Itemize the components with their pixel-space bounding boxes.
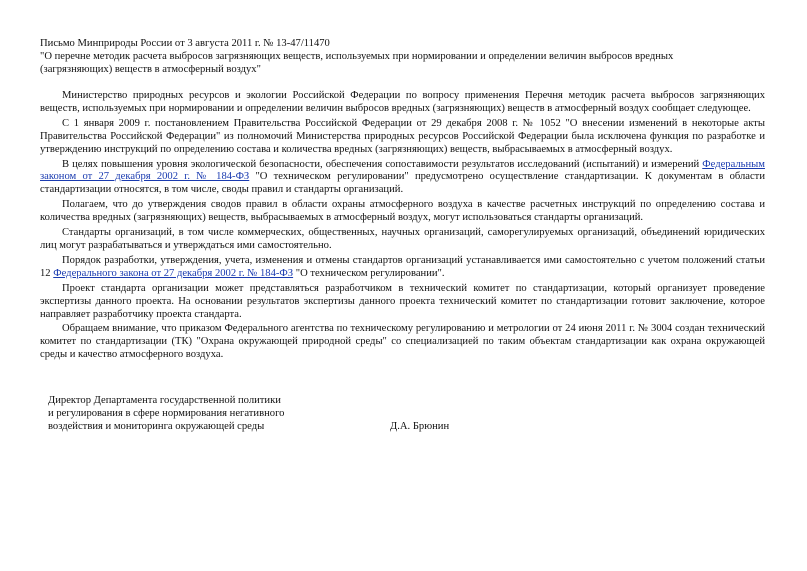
- signature-title-line: и регулирования в сфере нормирования негативного: [48, 407, 285, 419]
- federal-law-link[interactable]: Федеральным законом от 27 декабря 2002 г. № 184-ФЗ: [40, 158, 765, 183]
- paragraph: [40, 159, 765, 198]
- document-title: Письмо Минприроды России от 3 августа 2011 г. № 13-47/11470: [40, 38, 330, 49]
- paragraph-text: "О техническом регулировании".: [293, 267, 445, 279]
- paragraph: Проект стандарта организации может представляться разработчиком в технический комитет по стандартизации, который организует проведение экспертизы данного проекта. На основании результатов экспертизы данного проекта технический комитет по стандартизации готовит заключение, которое направляет разработчику проекта стандарта.: [40, 282, 765, 320]
- signature-name: Д.А. Брюнин: [390, 421, 450, 432]
- paragraph-text: "О техническом регулировании" предусмотрено осуществление стандартизации. К документам в области стандартизации относятся, в том числе, своды правил и стандарты организаций.: [40, 171, 765, 196]
- paragraph-text: Порядок разработки, утверждения, учета, изменения и отмены стандартов организаций устанавливается ими самостоятельно с учетом положений статьи 12: [40, 254, 765, 279]
- document-subtitle-line-2: (загрязняющих) веществ в атмосферный воздух": [40, 63, 261, 75]
- paragraph-text: В целях повышения уровня экологической безопасности, обеспечения сопоставимости результатов исследований (испытаний) и измерений: [62, 158, 703, 170]
- paragraph: Министерство природных ресурсов и экологии Российской Федерации по вопросу применения Перечня методик расчета выбросов загрязняющих веществ, используемых при нормировании и определении величин выбросов вредных (загрязняющих) веществ в атмосферный воздух сообщает следующее.: [40, 90, 765, 114]
- federal-law-link[interactable]: Федерального закона от 27 декабря 2002 г. № 184-ФЗ: [53, 267, 294, 279]
- paragraph: [40, 255, 765, 281]
- document-header: [40, 38, 770, 77]
- paragraph: С 1 января 2009 г. постановлением Правительства Российской Федерации от 29 декабря 2008 г. № 1052 "О внесении изменений в некоторые акты Правительства Российской Федерации" из полномочий Министерства природных ресурсов Российской Федерации была исключена функция по разработке и утверждению инструкций по определению состава и количества вредных (загрязняющих) веществ, выбрасываемых в атмосферный воздух.: [40, 117, 765, 155]
- document-subtitle-line-1: "О перечне методик расчета выбросов загрязняющих веществ, используемых при нормировании и определении величин выбросов вредных: [40, 50, 674, 62]
- signature-title-line: воздействия и мониторинга окружающей среды: [48, 420, 265, 432]
- signature-title: [48, 395, 284, 434]
- document-body: [40, 90, 765, 364]
- paragraph: Обращаем внимание, что приказом Федерального агентства по техническому регулированию и метрологии от 24 июня 2011 г. № 3004 создан технический комитет по стандартизации (ТК) "Охрана окружающей природной среды" со специализацией по таким объектам стандартизации как охрана окружающей среды и качество атмосферного воздуха.: [40, 323, 765, 361]
- paragraph: Полагаем, что до утверждения сводов правил в области охраны атмосферного воздуха в качестве расчетных инструкций по определению состава и количества вредных (загрязняющих) веществ, выбрасываемых в атмосферный воздух, могут использоваться стандарты организаций.: [40, 199, 765, 224]
- signature-title-line: Директор Департамента государственной политики: [48, 395, 281, 406]
- paragraph: Стандарты организаций, в том числе коммерческих, общественных, научных организаций, саморегулируемых организаций, объединений юридических лиц могут разрабатываться и утверждаться ими самостоятельно.: [40, 227, 765, 251]
